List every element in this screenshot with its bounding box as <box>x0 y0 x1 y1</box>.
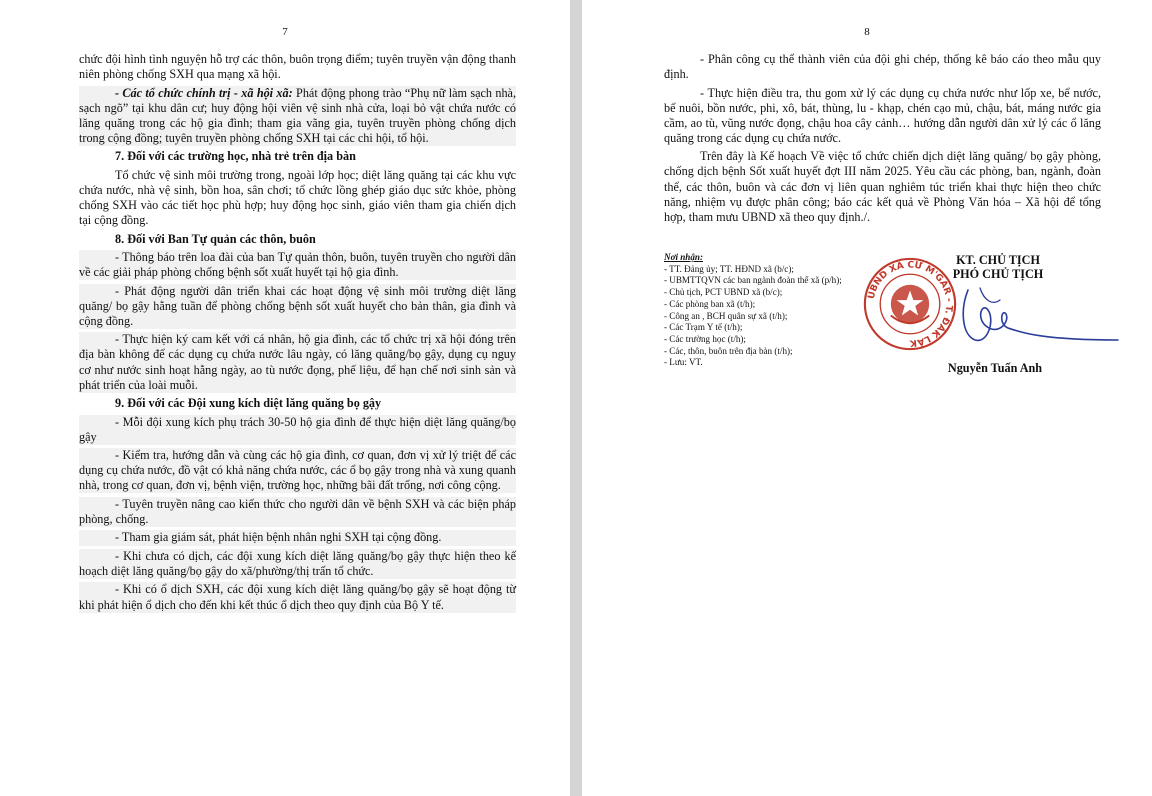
sign-title-line1: KT. CHỦ TỊCH <box>956 253 1040 267</box>
paragraph-text: Phát động phong trào “Phụ nữ làm sạch nhà, sạch ngõ” tại khu dân cư; huy động hội viên vệ sinh nhà cửa, loại bỏ vật chứa nước có lăng quăng trong các hộ gia đình; tham gia vãng gia, tuyên truyền phòng chống dịch trong cộng đồng; tuyên truyền phòng chống SXH tại các chi hội, tổ hội. <box>79 85 517 145</box>
paragraph: - Tham gia giám sát, phát hiện bệnh nhân nghi SXH tại cộng đồng. <box>79 530 516 545</box>
recipient-item: - UBMTTQVN các ban ngành đoàn thể xã (p/h); <box>664 275 842 286</box>
paragraph <box>79 86 516 146</box>
paragraph-lead: - Các tổ chức chính trị - xã hội xã: <box>115 85 293 100</box>
paragraph: - Khi có ổ dịch SXH, các đội xung kích diệt lăng quăng/bọ gậy sẽ hoạt động từ khi phát hiện ổ dịch cho đến khi kết thúc ổ dịch theo quy định của Bộ Y tế. <box>79 582 516 612</box>
paragraph: - Thông báo trên loa đài của ban Tự quản thôn, buôn, tuyên truyền cho người dân về các giải pháp phòng chống bệnh sốt xuất huyết tại hộ gia đình. <box>79 250 516 280</box>
section-heading-8: 8. Đối với Ban Tự quản các thôn, buôn <box>115 231 316 246</box>
section-heading-7: 7. Đối với các trường học, nhà trẻ trên địa bàn <box>115 149 356 164</box>
recipient-item: - Lưu: VT. <box>664 357 703 368</box>
paragraph: - Khi chưa có dịch, các đội xung kích diệt lăng quăng/bọ gậy thực hiện theo kế hoạch diệt lăng quăng/bọ gậy do xã/phường/thị trấn tổ chức. <box>79 548 516 578</box>
page-number: 7 <box>282 26 288 38</box>
sign-title-line2: PHÓ CHỦ TỊCH <box>952 267 1044 281</box>
closing-paragraph: Trên đây là Kế hoạch Về việc tổ chức chiến dịch diệt lăng quăng/ bọ gậy phòng, chống dịch bệnh Sốt xuất huyết đợt III năm 2025. Yêu cầu các phòng, ban, ngành, đoàn thể, các thôn, buôn và các đơn vị liên quan nghiêm túc triển khai thực hiện theo chức năng, nhiệm vụ được phân công; báo các kết quả về Phòng Văn hóa – Xã hội để tổng hợp, tham mưu UBND xã theo quy định./. <box>664 149 1101 224</box>
signature-icon <box>940 280 1120 360</box>
paragraph: - Mỗi đội xung kích phụ trách 30-50 hộ gia đình để thực hiện diệt lăng quăng/bọ gậy <box>79 414 516 444</box>
signature-title <box>936 253 1060 281</box>
paragraph: Tổ chức vệ sinh môi trường trong, ngoài lớp học; diệt lăng quăng tại các khu vực chứa nước, nhà vệ sinh, bồn hoa, sân chơi; tổ chức lồng ghép giáo dục sức khỏe, phòng chống SXH vào các tiết học phù hợp; huy động học sinh, giáo viên tham gia chiến dịch tại cộng đồng. <box>79 167 516 228</box>
paragraph: - Tuyên truyền nâng cao kiến thức cho người dân về bệnh SXH và các biện pháp phòng, chống. <box>79 496 516 526</box>
page-gutter <box>570 0 582 796</box>
page-right <box>582 0 1152 796</box>
paragraph: chức đội hình tình nguyện hỗ trợ các thôn, buôn trọng điểm; tuyên truyền vận động thanh niên phòng chống SXH qua mạng xã hội. <box>79 52 516 82</box>
recipient-item: - Chủ tịch, PCT UBND xã (b/c); <box>664 287 783 298</box>
signer-name: Nguyễn Tuấn Anh <box>947 361 1043 375</box>
paragraph: - Phân công cụ thể thành viên của đội ghi chép, thống kê báo cáo theo mẫu quy định. <box>664 52 1101 82</box>
paragraph: - Phát động người dân triển khai các hoạt động vệ sinh môi trường diệt lăng quăng/ bọ gậy hằng tuần để phòng chống bệnh sốt xuất huyết cho bản thân, gia đình và cộng đồng. <box>79 283 516 328</box>
paragraph: - Thực hiện ký cam kết với cá nhân, hộ gia đình, các tổ chức trị xã hội đóng trên địa bàn không để các dụng cụ chứa nước lâu ngày, có lăng quăng/bọ gậy, dụng cụ nguy cơ như nước sinh hoạt hằng ngày, ao tù nước đọng, phế liệu, để hạn chế nơi sinh sản và phát triển của loài muỗi. <box>79 332 516 392</box>
paragraph: - Thực hiện điều tra, thu gom xử lý các dụng cụ chứa nước như lốp xe, bể nước, bể nuôi, bồn nước, phi, xô, bát, thùng, lu - khạp, chén cạo mủ, chậu, bát, máng nước gia cầm, ao tù, vũng nước đọng, chậu hoa cây cảnh… hướng dẫn người dân xử lý các ổ lăng quăng trong các dụng cụ chứa nước. <box>664 85 1101 145</box>
recipient-item: - Công an , BCH quân sự xã (t/h); <box>664 310 788 321</box>
section-heading-9: 9. Đối với các Đội xung kích diệt lăng quăng bọ gậy <box>115 396 382 411</box>
paragraph: - Kiểm tra, hướng dẫn và cùng các hộ gia đình, cơ quan, đơn vị xử lý triệt để các dụng cụ chứa nước, đồ vật có khả năng chứa nước, các ổ bọ gậy trong nhà và xung quanh nhà, trong cơ quan, đơn vị, bệnh viện, trường học, những bãi đất trống, nơi công cộng. <box>79 448 516 493</box>
page-body <box>79 52 516 616</box>
page-left <box>0 0 570 796</box>
recipient-item: - Các trường học (t/h); <box>664 333 746 344</box>
recipient-item: - TT. Đảng ủy; TT. HĐND xã (b/c); <box>664 263 794 274</box>
recipient-item: - Các, thôn, buôn trên địa bàn (t/h); <box>664 345 793 356</box>
seal-text: UBND XÃ CƯ M'GAR - T. ĐẮK LẮK <box>866 260 954 348</box>
recipients-title: Nơi nhận: <box>664 252 703 262</box>
recipient-item: - Các phòng ban xã (t/h); <box>664 298 756 309</box>
page-body <box>664 52 1101 228</box>
recipient-item: - Các Trạm Y tế (t/h); <box>664 322 743 333</box>
page-number: 8 <box>864 26 870 38</box>
